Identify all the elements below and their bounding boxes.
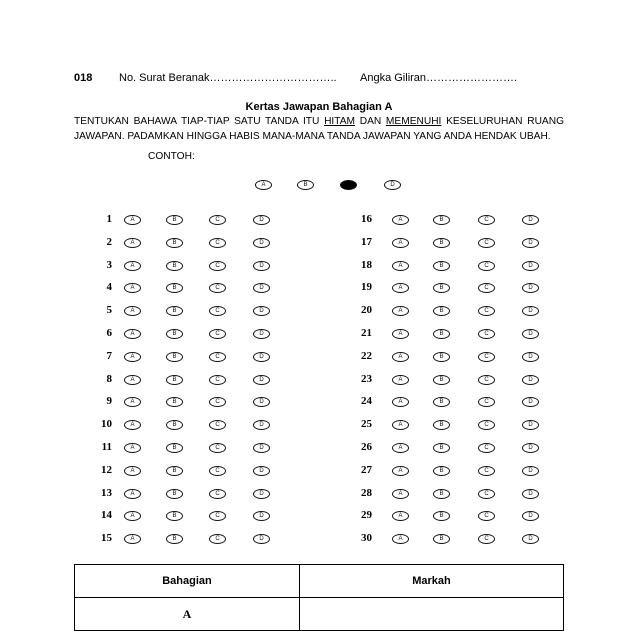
answer-bubble-q21-a[interactable]: A [392,329,409,339]
answer-bubble-q1-b[interactable]: B [166,215,183,225]
example-bubble-b[interactable]: B [297,180,314,190]
question-number: 24 [361,395,372,407]
question-number: 26 [361,441,372,453]
answer-bubble-q11-c[interactable]: C [209,443,226,453]
answer-bubble-q15-c[interactable]: C [209,534,226,544]
answer-bubble-q13-a[interactable]: A [124,489,141,499]
answer-bubble-q17-b[interactable]: B [433,238,450,248]
answer-bubble-q5-c[interactable]: C [209,306,226,316]
answer-bubble-q1-a[interactable]: A [124,215,141,225]
answer-bubble-q22-c[interactable]: C [478,352,495,362]
answer-bubble-q5-d[interactable]: D [253,306,270,316]
markah-header: Markah [300,565,564,598]
question-number: 19 [361,281,372,293]
answer-bubble-q29-a[interactable]: A [392,511,409,521]
answer-bubble-q5-a[interactable]: A [124,306,141,316]
answer-bubble-q18-a[interactable]: A [392,261,409,271]
question-number: 18 [361,259,372,271]
question-number: 23 [361,373,372,385]
question-number: 4 [106,281,112,293]
answer-bubble-q4-c[interactable]: C [209,283,226,293]
answer-bubble-q26-a[interactable]: A [392,443,409,453]
answer-bubble-q14-a[interactable]: A [124,511,141,521]
question-number: 2 [106,236,112,248]
answer-bubble-q3-c[interactable]: C [209,261,226,271]
question-number: 1 [106,213,112,225]
answer-bubble-q30-d[interactable]: D [522,534,539,544]
answer-bubble-q3-d[interactable]: D [253,261,270,271]
answer-bubble-q22-b[interactable]: B [433,352,450,362]
question-number: 14 [101,509,112,521]
answer-bubble-q25-b[interactable]: B [433,420,450,430]
answer-bubble-q12-a[interactable]: A [124,466,141,476]
question-number: 25 [361,418,372,430]
example-bubble-c[interactable] [340,180,357,190]
answer-bubble-q3-b[interactable]: B [166,261,183,271]
question-number: 6 [106,327,112,339]
answer-bubble-q27-c[interactable]: C [478,466,495,476]
answer-bubble-q20-b[interactable]: B [433,306,450,316]
answer-bubble-q28-a[interactable]: A [392,489,409,499]
answer-bubble-q15-a[interactable]: A [124,534,141,544]
answer-bubble-q12-d[interactable]: D [253,466,270,476]
answer-bubble-q25-c[interactable]: C [478,420,495,430]
surat-beranak-field[interactable]: No. Surat Beranak…………………………….. [119,72,337,84]
answer-bubble-q21-d[interactable]: D [522,329,539,339]
table-header-row [75,565,564,598]
answer-bubble-q17-a[interactable]: A [392,238,409,248]
answer-bubble-q10-d[interactable]: D [253,420,270,430]
bahagian-cell: A [75,598,300,631]
answer-bubble-q4-d[interactable]: D [253,283,270,293]
answer-bubble-q27-a[interactable]: A [392,466,409,476]
answer-bubble-q23-b[interactable]: B [433,375,450,385]
question-number: 9 [106,395,112,407]
question-number: 5 [106,304,112,316]
answer-bubble-q8-a[interactable]: A [124,375,141,385]
answer-bubble-q27-b[interactable]: B [433,466,450,476]
answer-bubble-q13-d[interactable]: D [253,489,270,499]
answer-bubble-q22-d[interactable]: D [522,352,539,362]
answer-bubble-q8-b[interactable]: B [166,375,183,385]
markah-cell[interactable] [300,598,564,631]
answer-bubble-q12-b[interactable]: B [166,466,183,476]
question-number: 29 [361,509,372,521]
page-title: Kertas Jawapan Bahagian A [245,101,393,113]
instructions-text-1: TENTUKAN BAHAWA TIAP-TIAP SATU TANDA ITU [74,116,325,127]
example-bubble-a[interactable]: A [255,180,272,190]
answer-bubble-q29-d[interactable]: D [522,511,539,521]
answer-bubble-q27-d[interactable]: D [522,466,539,476]
answer-bubble-q20-a[interactable]: A [392,306,409,316]
answer-bubble-q6-b[interactable]: B [166,329,183,339]
question-number: 20 [361,304,372,316]
answer-bubble-q6-c[interactable]: C [209,329,226,339]
answer-bubble-q10-c[interactable]: C [209,420,226,430]
question-number: 13 [101,487,112,499]
question-number: 11 [101,441,112,453]
answer-bubble-q30-c[interactable]: C [478,534,495,544]
answer-bubble-q9-b[interactable]: B [166,397,183,407]
answer-bubble-q10-a[interactable]: A [124,420,141,430]
table-row [75,598,564,631]
answer-bubble-q15-d[interactable]: D [253,534,270,544]
answer-bubble-q19-a[interactable]: A [392,283,409,293]
answer-bubble-q13-b[interactable]: B [166,489,183,499]
answer-bubble-q18-c[interactable]: C [478,261,495,271]
answer-bubble-q2-b[interactable]: B [166,238,183,248]
answer-bubble-q9-d[interactable]: D [253,397,270,407]
answer-bubble-q23-c[interactable]: C [478,375,495,385]
answer-bubble-q20-c[interactable]: C [478,306,495,316]
answer-bubble-q18-d[interactable]: D [522,261,539,271]
contoh-label: CONTOH: [148,151,195,162]
question-number: 12 [101,464,112,476]
question-number: 22 [361,350,372,362]
answer-bubble-q7-d[interactable]: D [253,352,270,362]
answer-bubble-q19-b[interactable]: B [433,283,450,293]
answer-bubble-q28-c[interactable]: C [478,489,495,499]
answer-bubble-q13-c[interactable]: C [209,489,226,499]
answer-bubble-q4-b[interactable]: B [166,283,183,293]
answer-bubble-q1-d[interactable]: D [253,215,270,225]
answer-bubble-q30-b[interactable]: B [433,534,450,544]
question-number: 7 [106,350,112,362]
answer-bubble-q23-a[interactable]: A [392,375,409,385]
instructions-memenuhi: MEMENUHI [385,116,442,127]
answer-bubble-q26-d[interactable]: D [522,443,539,453]
answer-bubble-q3-a[interactable]: A [124,261,141,271]
answer-bubble-q14-b[interactable]: B [166,511,183,521]
answer-bubble-q4-a[interactable]: A [124,283,141,293]
question-number: 30 [361,532,372,544]
question-number: 21 [361,327,372,339]
answer-bubble-q9-a[interactable]: A [124,397,141,407]
answer-bubble-q16-b[interactable]: B [433,215,450,225]
answer-bubble-q2-a[interactable]: A [124,238,141,248]
answer-bubble-q14-d[interactable]: D [253,511,270,521]
answer-bubble-q22-a[interactable]: A [392,352,409,362]
answer-bubble-q29-b[interactable]: B [433,511,450,521]
answer-bubble-q7-c[interactable]: C [209,352,226,362]
answer-bubble-q19-c[interactable]: C [478,283,495,293]
angka-giliran-field[interactable]: Angka Giliran……………………. [360,72,518,84]
answer-bubble-q26-c[interactable]: C [478,443,495,453]
answer-bubble-q6-d[interactable]: D [253,329,270,339]
answer-bubble-q28-b[interactable]: B [433,489,450,499]
answer-bubble-q30-a[interactable]: A [392,534,409,544]
answer-bubble-q8-d[interactable]: D [253,375,270,385]
answer-bubble-q10-b[interactable]: B [166,420,183,430]
answer-bubble-q14-c[interactable]: C [209,511,226,521]
answer-bubble-q21-b[interactable]: B [433,329,450,339]
answer-bubble-q2-d[interactable]: D [253,238,270,248]
instructions-text-3: KESELURUHAN RUANG JAWAPAN. PADAMKAN HINGGA HABIS MANA-MANA TANDA JAWAPAN YANG ANDA HENDAK UBAH. [74,116,564,142]
question-number: 28 [361,487,372,499]
answer-bubble-q17-c[interactable]: C [478,238,495,248]
answer-bubble-q29-c[interactable]: C [478,511,495,521]
question-number: 16 [361,213,372,225]
answer-bubble-q19-d[interactable]: D [522,283,539,293]
answer-bubble-q8-c[interactable]: C [209,375,226,385]
answer-bubble-q16-d[interactable]: D [522,215,539,225]
paper-code: 018 [74,72,93,84]
instructions-hitam: HITAM [324,116,356,127]
answer-bubble-q21-c[interactable]: C [478,329,495,339]
bahagian-header: Bahagian [75,565,300,598]
answer-bubble-q1-c[interactable]: C [209,215,226,225]
question-number: 10 [101,418,112,430]
answer-bubble-q24-a[interactable]: A [392,397,409,407]
instructions-text-2: DAN [355,116,386,127]
answer-bubble-q18-b[interactable]: B [433,261,450,271]
answer-bubble-q6-a[interactable]: A [124,329,141,339]
answer-bubble-q25-a[interactable]: A [392,420,409,430]
answer-bubble-q9-c[interactable]: C [209,397,226,407]
answer-bubble-q7-b[interactable]: B [166,352,183,362]
question-number: 3 [106,259,112,271]
instructions [74,115,564,144]
answer-bubble-q11-a[interactable]: A [124,443,141,453]
answer-bubble-q17-d[interactable]: D [522,238,539,248]
answer-bubble-q23-d[interactable]: D [522,375,539,385]
answer-bubble-q20-d[interactable]: D [522,306,539,316]
question-number: 17 [361,236,372,248]
answer-bubble-q2-c[interactable]: C [209,238,226,248]
example-bubble-d[interactable]: D [384,180,401,190]
answer-bubble-q28-d[interactable]: D [522,489,539,499]
answer-bubble-q26-b[interactable]: B [433,443,450,453]
answer-bubble-q16-c[interactable]: C [478,215,495,225]
answer-bubble-q15-b[interactable]: B [166,534,183,544]
answer-bubble-q24-d[interactable]: D [522,397,539,407]
question-number: 15 [101,532,112,544]
markah-table [74,564,564,631]
answer-bubble-q24-c[interactable]: C [478,397,495,407]
answer-bubble-q5-b[interactable]: B [166,306,183,316]
answer-bubble-q12-c[interactable]: C [209,466,226,476]
answer-bubble-q16-a[interactable]: A [392,215,409,225]
answer-bubble-q11-b[interactable]: B [166,443,183,453]
answer-bubble-q11-d[interactable]: D [253,443,270,453]
question-number: 8 [106,373,112,385]
answer-bubble-q25-d[interactable]: D [522,420,539,430]
question-number: 27 [361,464,372,476]
answer-bubble-q7-a[interactable]: A [124,352,141,362]
answer-bubble-q24-b[interactable]: B [433,397,450,407]
